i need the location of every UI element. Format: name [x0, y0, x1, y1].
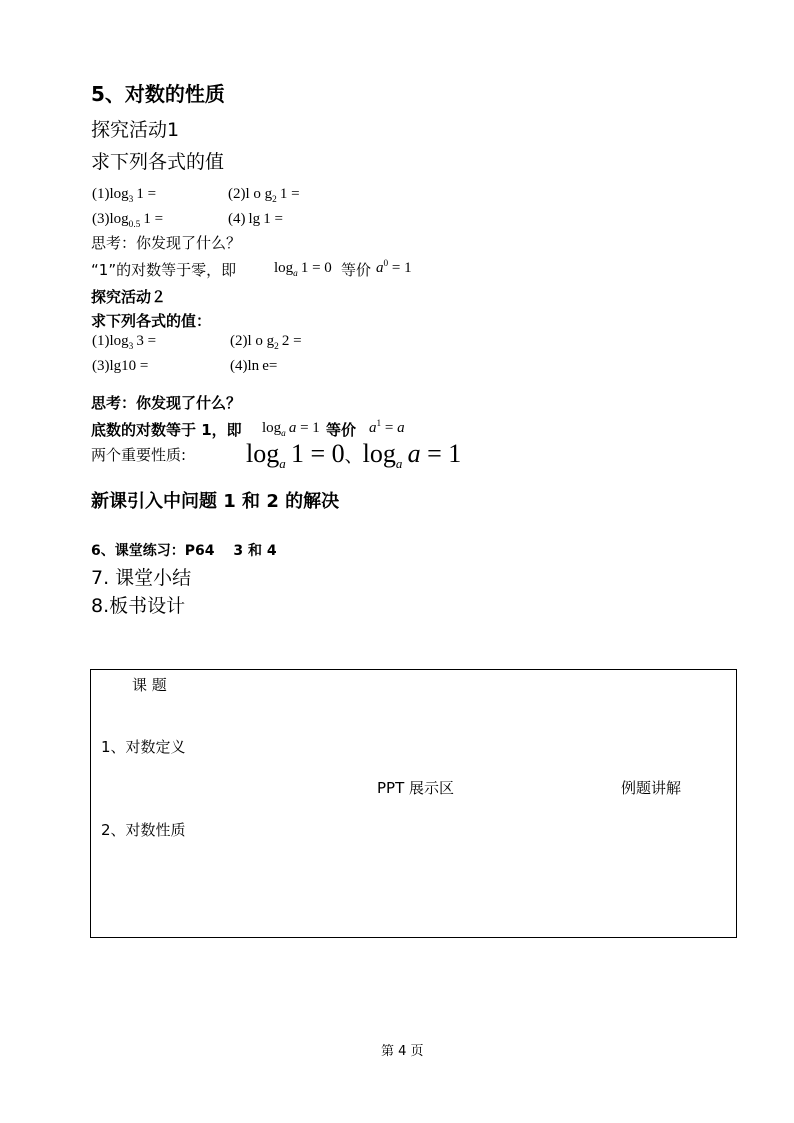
properties-formula: $\log_a 1 = 0$、$\log_a a = 1$	[246, 439, 462, 472]
activity1-equiv-label: 等价	[341, 261, 372, 279]
summary-title: 7. 课堂小结	[91, 567, 192, 589]
activity1-item-3: $(3)\log_{0.5}$ 1 =	[92, 211, 164, 230]
board-design-title: 8.板书设计	[91, 595, 186, 617]
new-lesson-title: 新课引入中问题 1 和 2 的解决	[91, 491, 340, 512]
properties-separator: 、	[344, 446, 363, 467]
activity2-item-1: $(1)\log_3$ 3 =	[92, 333, 157, 352]
activity2-equiv-label: 等价	[326, 421, 357, 439]
activity1-think: 思考：你发现了什么？	[91, 234, 242, 252]
activity2-conclusion-formula: $\log_a a = 1$	[262, 420, 320, 439]
activity1-conclusion	[91, 263, 236, 278]
activity2-item-4: (4)ln e=	[230, 358, 278, 374]
board-design-box	[90, 669, 737, 938]
board-topic: 课 题	[132, 676, 167, 694]
board-item-definition: 1、对数定义	[101, 738, 186, 756]
activity2-think: 思考：你发现了什么？	[91, 394, 242, 412]
section-title: 5、对数的性质	[91, 82, 225, 106]
activity1-heading: 探究活动1	[91, 119, 180, 141]
activity2-prompt: 求下列各式的值：	[91, 312, 212, 330]
board-ppt-area: PPT 展示区	[377, 779, 455, 797]
activity2-conclusion: 底数的对数等于 1，即	[91, 421, 242, 439]
activity2-equiv-formula: $a^1 = a$	[369, 419, 405, 436]
activity2-heading: 探究活动２	[91, 288, 167, 306]
activity2-item-3: (3)lg10 =	[92, 358, 149, 374]
page-number: 第 4 页	[381, 1044, 424, 1059]
activity1-equiv-formula: $a^0 = 1$	[376, 259, 412, 276]
activity1-item-4: (4) lg 1 =	[228, 211, 283, 227]
practice-title: 6、课堂练习：P64 3 和 4	[91, 543, 277, 559]
activity1-prompt: 求下列各式的值	[91, 151, 225, 173]
properties-label: 两个重要性质:	[91, 446, 187, 464]
activity1-item-2: (2)l o $g_2$ 1 =	[228, 186, 300, 205]
activity1-item-1: $(1)\log_3$ 1 =	[92, 186, 157, 205]
board-item-properties: 2、对数性质	[101, 821, 186, 839]
activity1-conclusion-text: “1”的对数等于零，即	[91, 261, 237, 279]
activity1-conclusion-formula: $\log_a 1 = 0$	[274, 260, 332, 279]
board-example-area: 例题讲解	[621, 779, 682, 797]
activity2-item-2: (2)l o $g_2$ 2 =	[230, 333, 302, 352]
